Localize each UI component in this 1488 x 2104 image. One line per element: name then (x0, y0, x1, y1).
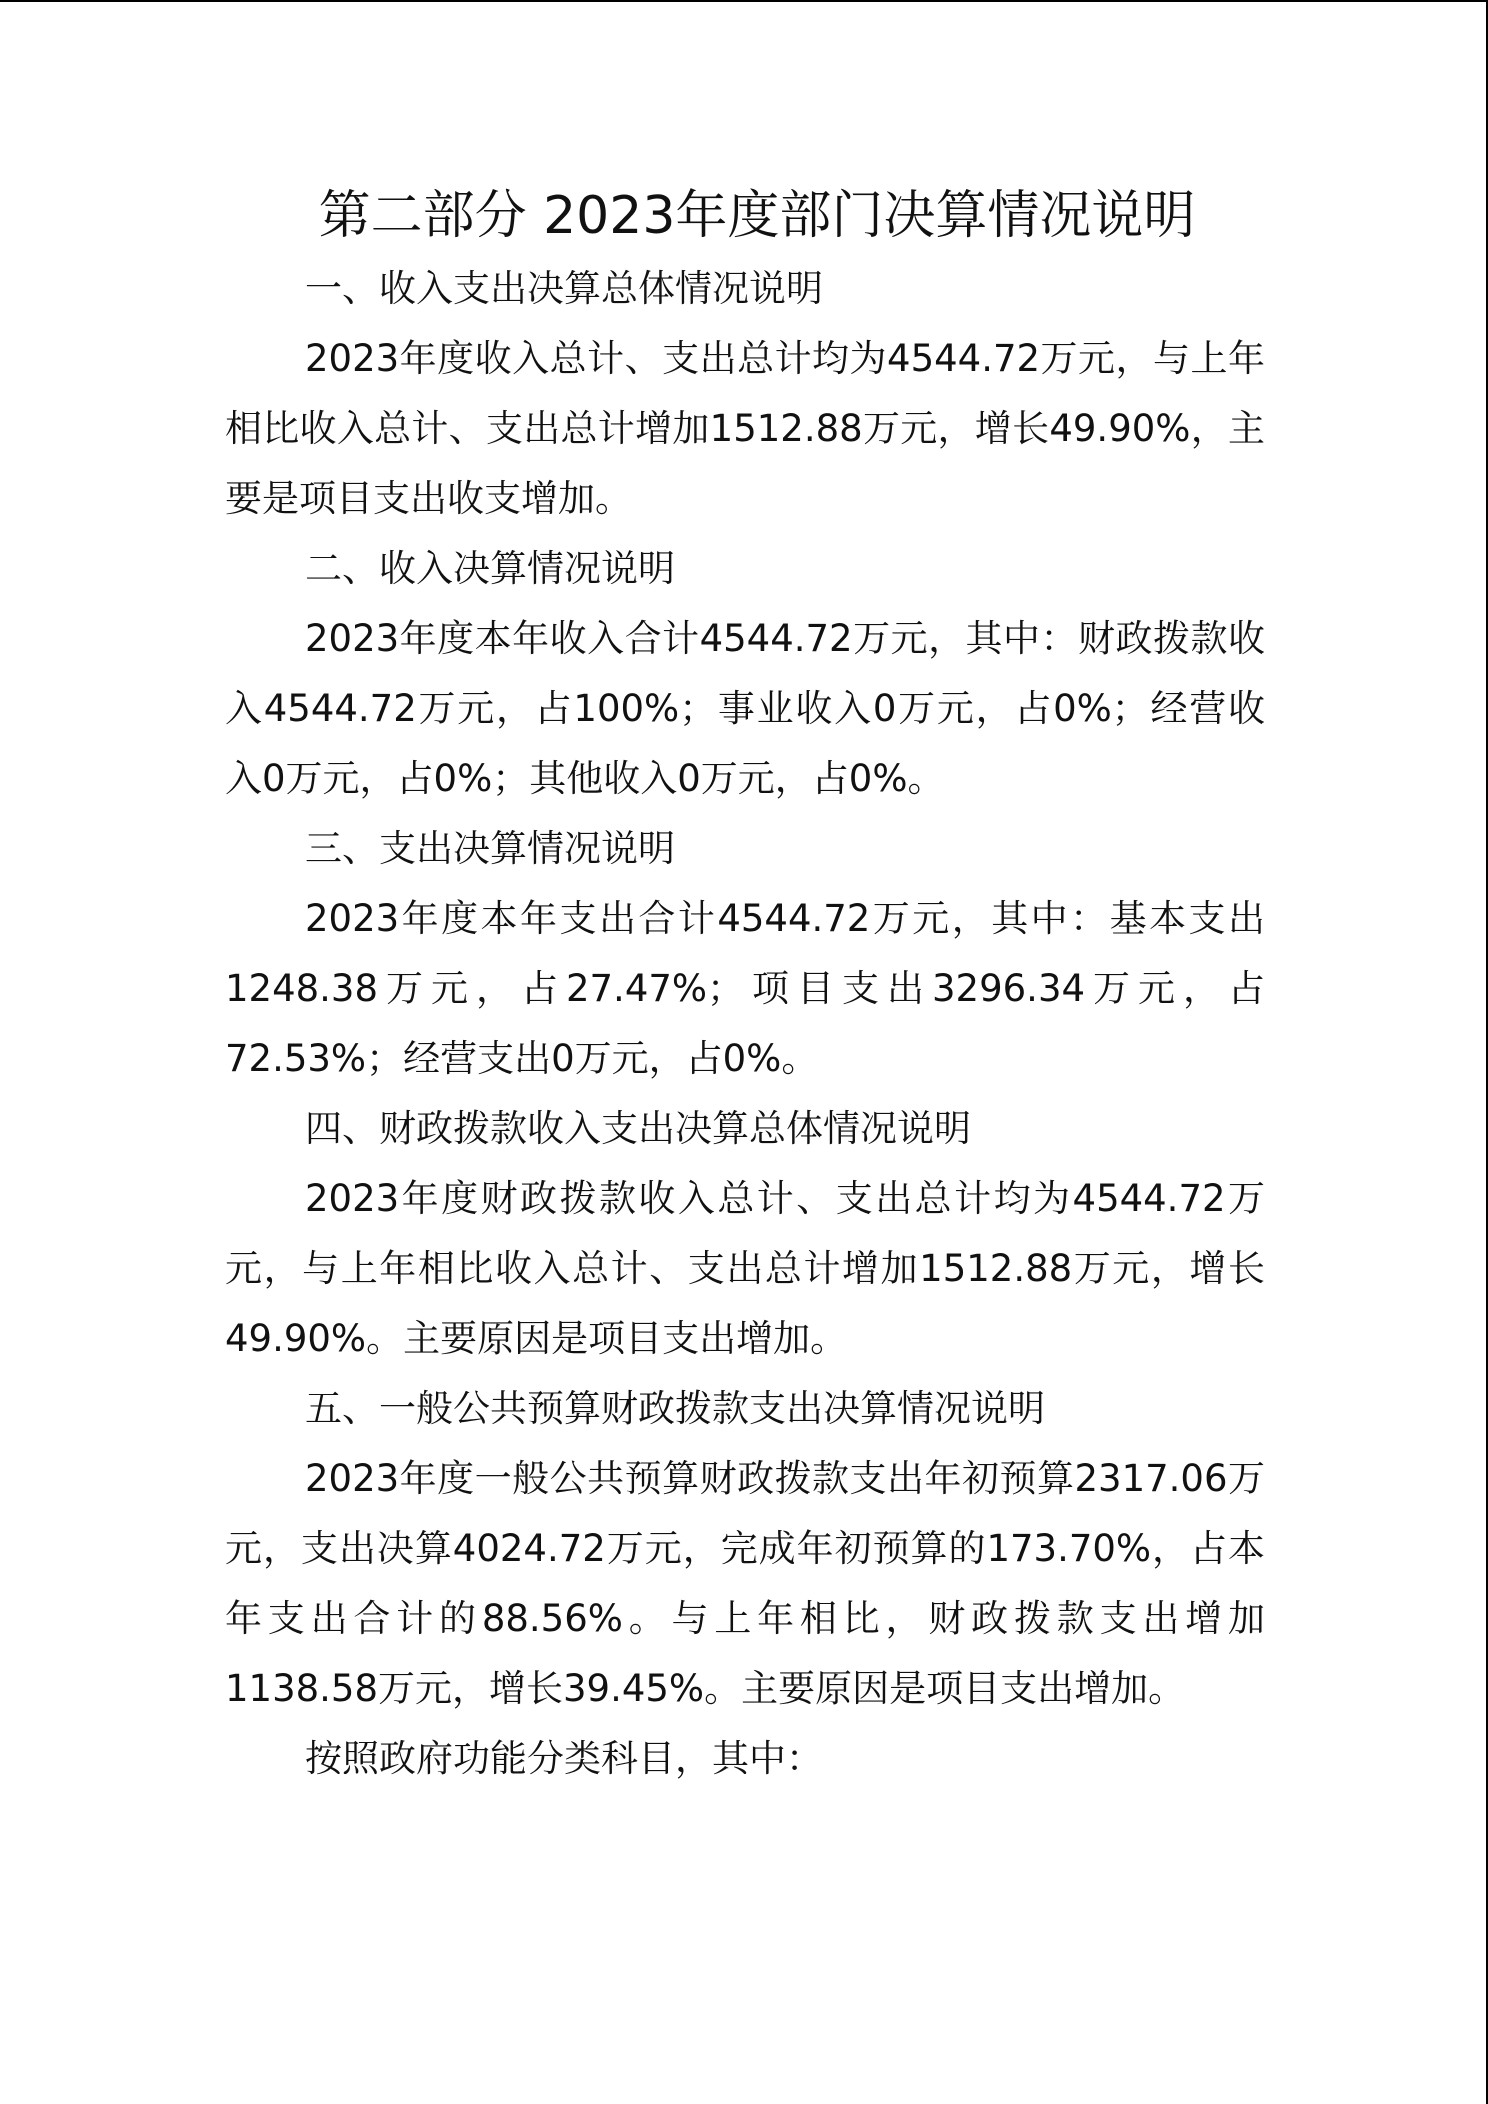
section-paragraph-income-expense-overview: 2023年度收入总计、支出总计均为4544.72万元，与上年相比收入总计、支出总计增加1512.88万元，增长49.90%，主要是项目支出收支增加。 (225, 337, 1265, 520)
section-heading-fiscal-appropriation: 四、财政拨款收入支出决算总体情况说明 (305, 1107, 971, 1150)
section-paragraph-income: 2023年度本年收入合计4544.72万元，其中：财政拨款收入4544.72万元，占100%；事业收入0万元，占0%；经营收入0万元，占0%；其他收入0万元，占0%。 (225, 617, 1265, 800)
section-paragraph-general-public-budget: 2023年度一般公共预算财政拨款支出年初预算2317.06万元，支出决算4024.72万元，完成年初预算的173.70%，占本年支出合计的88.56%。与上年相比，财政拨款支出增加1138.58万元，增长39.45%。主要原因是项目支出增加。 (225, 1457, 1265, 1710)
document-page (225, 184, 1265, 1794)
section-heading-general-public-budget: 五、一般公共预算财政拨款支出决算情况说明 (305, 1387, 1045, 1430)
section-heading-income: 二、收入决算情况说明 (305, 547, 675, 590)
section-heading-expense: 三、支出决算情况说明 (305, 827, 675, 870)
section-paragraph-expense: 2023年度本年支出合计4544.72万元，其中：基本支出1248.38万元，占27.47%；项目支出3296.34万元，占72.53%；经营支出0万元，占0%。 (225, 897, 1265, 1080)
section-paragraph-fiscal-appropriation: 2023年度财政拨款收入总计、支出总计均为4544.72万元，与上年相比收入总计、支出总计增加1512.88万元，增长49.90%。主要原因是项目支出增加。 (225, 1177, 1265, 1360)
document-title: 第二部分 2023年度部门决算情况说明 (318, 186, 1196, 246)
page-border-top (0, 0, 1488, 2)
closing-line: 按照政府功能分类科目，其中： (305, 1737, 823, 1780)
section-heading-income-expense-overview: 一、收入支出决算总体情况说明 (305, 267, 823, 310)
